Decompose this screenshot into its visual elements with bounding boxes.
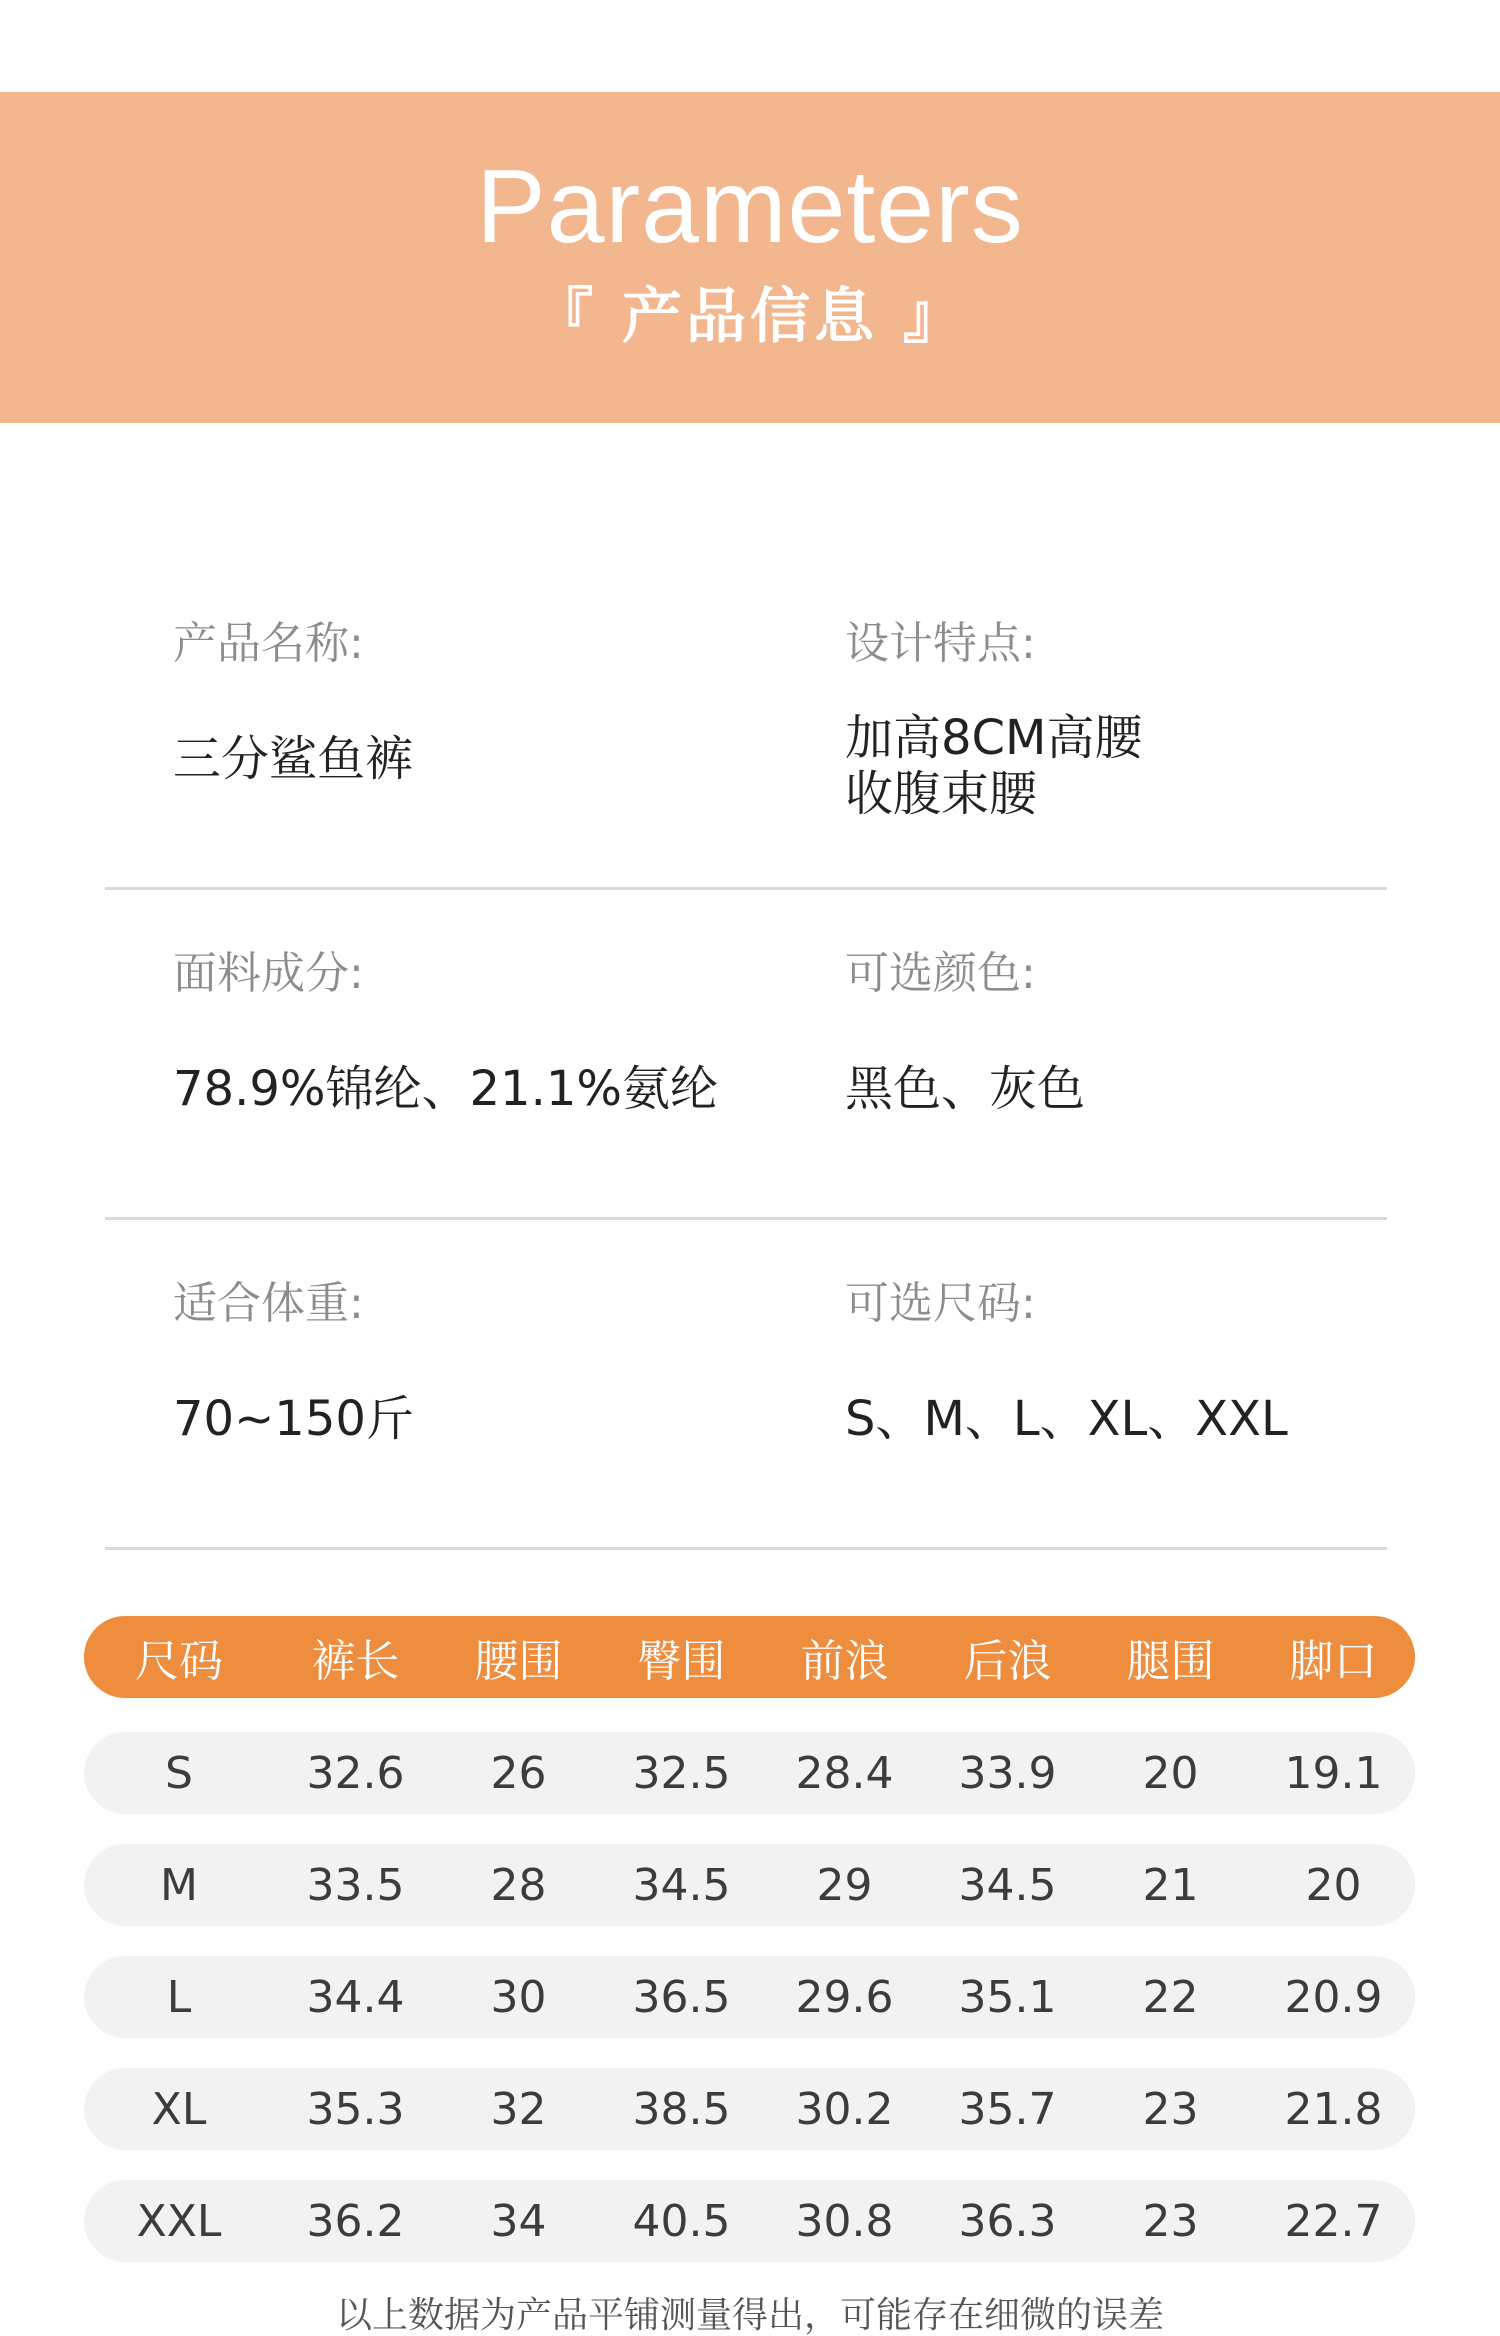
info-product-name [173,618,413,786]
product-info-grid [105,560,1387,1550]
info-sizes [845,1278,1288,1446]
table-cell: 34 [490,2195,547,2247]
table-cell: 35.3 [306,2083,405,2135]
info-label: 可选颜色: [845,948,1036,999]
table-cell: 33.9 [958,1747,1057,1799]
table-row [84,1732,1415,1814]
table-cell: 40.5 [632,2195,731,2247]
header-cell: 后浪 [963,1636,1052,1687]
size-table-body [84,1732,1415,2262]
info-value: 70~150斤 [173,1391,414,1447]
table-cell: 28.4 [795,1747,894,1799]
size-table [84,1616,1415,2262]
measurement-footnote: 以上数据为产品平铺测量得出，可能存在细微的误差 [335,2295,1164,2336]
table-row [84,1956,1415,2038]
table-cell: 33.5 [306,1859,405,1911]
table-cell: 32.6 [306,1747,405,1799]
table-cell: 30.8 [795,2195,894,2247]
info-row-fabric-color [105,890,1387,1220]
info-value: S、M、L、XL、XXL [845,1391,1288,1447]
header-cell: 尺码 [135,1636,223,1687]
table-cell: 35.1 [958,1971,1057,2023]
header-cell: 腿围 [1126,1636,1215,1687]
table-cell: 35.7 [958,2083,1057,2135]
table-cell: 38.5 [632,2083,731,2135]
table-cell: XXL [136,2195,222,2247]
info-weight [173,1278,414,1446]
info-label: 产品名称: [173,618,364,669]
table-cell: XL [151,2083,207,2135]
table-cell: 32 [490,2083,547,2135]
info-value: 黑色、灰色 [845,1061,1086,1117]
header-cell: 脚口 [1289,1636,1378,1687]
table-cell: 29 [816,1859,873,1911]
header-cell: 臀围 [637,1636,726,1687]
table-cell: M [160,1859,198,1911]
table-cell: 22.7 [1284,2195,1383,2247]
table-row [84,2068,1415,2150]
table-cell: 34.5 [958,1859,1057,1911]
table-row [84,1844,1415,1926]
header-cell: 前浪 [800,1636,889,1687]
info-colors [845,948,1085,1116]
table-cell: 29.6 [795,1971,894,2023]
info-value: 78.9%锦纶、21.1%氨纶 [173,1061,718,1117]
parameters-banner [0,92,1500,423]
header-cell: 裤长 [311,1636,400,1687]
table-cell: 20 [1305,1859,1362,1911]
info-row-weight-sizes [105,1220,1387,1550]
header-cell: 腰围 [474,1636,563,1687]
table-cell: 32.5 [632,1747,731,1799]
info-label: 设计特点: [845,618,1036,669]
table-cell: 21 [1142,1859,1199,1911]
table-cell: 26 [490,1747,547,1799]
info-fabric [173,948,718,1116]
info-value: 三分鲨鱼裤 [173,731,414,787]
banner-subtitle: 『 产品信息 』 [533,282,967,352]
table-cell: 22 [1142,1971,1199,2023]
table-cell: 30.2 [795,2083,894,2135]
info-value-line: 加高8CM高腰 [845,710,1143,766]
table-cell: 23 [1142,2083,1199,2135]
info-label: 可选尺码: [845,1278,1036,1329]
table-cell: 20.9 [1284,1971,1383,2023]
table-cell: 34.5 [632,1859,731,1911]
table-cell: 36.5 [632,1971,731,2023]
banner-title: Parameters [476,149,1024,265]
table-cell: 23 [1142,2195,1199,2247]
table-cell: L [166,1971,192,2023]
table-cell: 36.2 [306,2195,405,2247]
info-value [845,710,1142,822]
info-design-features [845,618,1142,822]
table-cell: 20 [1142,1747,1199,1799]
table-cell: S [165,1747,193,1799]
info-value-line: 收腹束腰 [845,766,1038,822]
table-cell: 19.1 [1284,1747,1383,1799]
table-cell: 30 [490,1971,547,2023]
size-table-header [84,1616,1415,1698]
info-label: 适合体重: [173,1278,364,1329]
table-cell: 36.3 [958,2195,1057,2247]
table-cell: 34.4 [306,1971,405,2023]
table-cell: 28 [490,1859,547,1911]
table-row [84,2180,1415,2262]
table-cell: 21.8 [1284,2083,1383,2135]
info-row-name-design [105,560,1387,890]
info-label: 面料成分: [173,948,364,999]
